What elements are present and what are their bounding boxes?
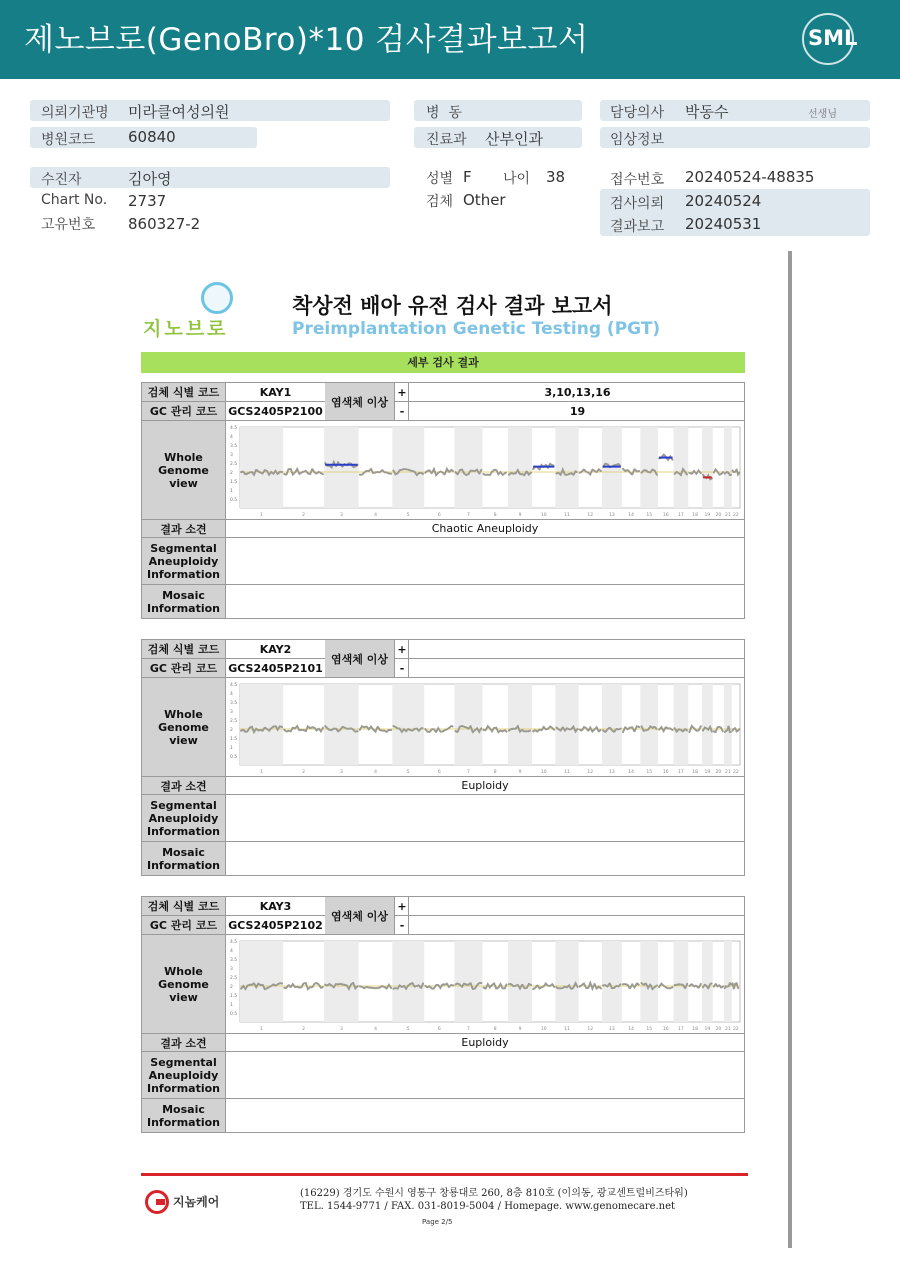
x-tick-label: 7 <box>466 513 470 518</box>
age-value: 38 <box>546 168 566 186</box>
x-tick-label: 8 <box>493 513 497 518</box>
chromosome-band <box>240 684 283 765</box>
y-tick-label: 2.5 <box>230 976 238 981</box>
hospital-code-value: 60840 <box>128 128 176 146</box>
gain-value <box>409 897 746 915</box>
age-label: 나이 <box>503 171 531 187</box>
x-tick-label: 13 <box>609 770 615 775</box>
loss-value <box>409 659 746 677</box>
specimen-value: Other <box>463 191 506 209</box>
chromosome-band <box>602 684 622 765</box>
y-tick-label: 0.5 <box>230 755 238 760</box>
x-tick-label: 6 <box>437 770 441 775</box>
chromosome-band <box>602 941 622 1022</box>
x-tick-label: 9 <box>518 513 522 518</box>
x-tick-label: 16 <box>662 513 669 518</box>
report-title-en: Preimplantation Genetic Testing (PGT) <box>292 319 661 339</box>
chromosome-band <box>508 684 532 765</box>
mosaic-value <box>226 842 744 875</box>
unique-id-label: 고유번호 <box>41 217 96 233</box>
clinical-label: 임상정보 <box>610 132 665 148</box>
y-tick-label: 3 <box>230 967 233 972</box>
whole-genome-chart <box>226 421 744 519</box>
segmental-row <box>141 794 745 842</box>
sex-value: F <box>463 168 472 186</box>
mosaic-row <box>141 584 745 619</box>
loss-value: 19 <box>569 404 586 418</box>
y-tick-label: 3.5 <box>230 701 238 706</box>
doctor-suffix: 선생님 <box>808 109 837 120</box>
loss-sign: - <box>396 402 409 420</box>
chromosome-band <box>674 427 689 508</box>
x-tick-label: 22 <box>733 1027 739 1032</box>
x-tick-label: 4 <box>374 770 377 775</box>
gc-code-row <box>141 658 745 678</box>
x-tick-label: 10 <box>540 770 547 775</box>
institution-label: 의뢰기관명 <box>41 105 109 121</box>
segmental-label: Segmental Aneuploidy Information <box>142 1052 226 1098</box>
y-tick-label: 0.5 <box>230 1012 238 1017</box>
x-tick-label: 5 <box>406 770 410 775</box>
x-tick-label: 2 <box>302 1027 306 1032</box>
loss-sign: - <box>396 659 409 677</box>
page-title: 제노브로(GenoBro)*10 검사결과보고서 <box>24 22 589 58</box>
segmental-label: Segmental Aneuploidy Information <box>142 795 226 841</box>
chromosome-12-points <box>580 469 601 474</box>
x-tick-label: 1 <box>260 770 264 775</box>
y-tick-label: 2.5 <box>230 719 238 724</box>
y-tick-label: 3.5 <box>230 444 238 449</box>
gain-sign: + <box>396 897 409 915</box>
result-label: 결과 소견 <box>142 1034 226 1051</box>
mosaic-row <box>141 841 745 876</box>
chromosome-band <box>640 684 658 765</box>
sample-code-value: KAY2 <box>226 640 326 658</box>
x-tick-label: 17 <box>678 770 684 775</box>
chromosome-band <box>555 941 578 1022</box>
chromosome-band <box>724 684 732 765</box>
x-tick-label: 16 <box>662 770 669 775</box>
x-tick-label: 13 <box>609 513 615 518</box>
gc-code-row <box>141 915 745 935</box>
y-tick-label: 1.5 <box>230 994 238 999</box>
gain-sign: + <box>396 383 409 401</box>
gain-value: 3,10,13,16 <box>544 385 611 399</box>
footer-address: (16229) 경기도 수원시 영통구 창룡대로 260, 8층 810호 (이의동, 광교센트럴비즈타워) <box>300 1188 688 1199</box>
wgv-row <box>141 420 745 520</box>
x-tick-label: 3 <box>339 513 343 518</box>
footer-contact: TEL. 1544-9771 / FAX. 031-8019-5004 / Homepage. www.genomecare.net <box>300 1201 676 1212</box>
sml-logo-text: SML <box>808 26 858 50</box>
wgv-row <box>141 677 745 777</box>
y-tick-label: 1 <box>230 1003 233 1008</box>
doctor-label: 담당의사 <box>610 105 665 121</box>
x-tick-label: 21 <box>725 513 731 518</box>
genome-plot-svg <box>226 678 744 776</box>
genome-plot-svg <box>226 935 744 1033</box>
doctor-value: 박동수 <box>685 103 729 121</box>
whole-genome-chart <box>226 678 744 776</box>
x-tick-label: 20 <box>715 770 722 775</box>
x-tick-label: 19 <box>704 1027 711 1032</box>
x-tick-label: 22 <box>733 513 739 518</box>
report-date-value: 20240531 <box>685 215 762 233</box>
segmental-row <box>141 1051 745 1099</box>
result-row <box>141 1033 745 1052</box>
wgv-label: Whole Genome view <box>142 678 226 776</box>
chromosome-band <box>392 684 424 765</box>
x-tick-label: 14 <box>628 513 634 518</box>
chromosome-band <box>454 684 482 765</box>
chromosome-band <box>724 941 732 1022</box>
mosaic-label: Mosaic Information <box>142 585 226 618</box>
chromosome-band <box>324 684 359 765</box>
x-tick-label: 19 <box>704 770 711 775</box>
x-tick-label: 4 <box>374 1027 377 1032</box>
loss-sign: - <box>396 916 409 934</box>
chart-no-value: 2737 <box>128 192 167 210</box>
chromosome-band <box>240 941 283 1022</box>
y-tick-label: 1 <box>230 746 233 751</box>
sample-code-row <box>141 639 745 659</box>
chromosome-4-points <box>360 985 391 989</box>
x-tick-label: 12 <box>587 770 594 775</box>
chromosome-10-points <box>533 984 554 990</box>
x-tick-label: 21 <box>725 770 731 775</box>
chromosome-band <box>555 684 578 765</box>
x-tick-label: 12 <box>587 513 594 518</box>
chromosome-band <box>240 427 283 508</box>
y-tick-label: 4.5 <box>230 426 238 431</box>
x-tick-label: 21 <box>725 1027 731 1032</box>
chromosome-20-points <box>714 727 723 732</box>
chromosome-band <box>392 941 424 1022</box>
x-tick-label: 18 <box>692 1027 698 1032</box>
gain-value <box>409 640 746 658</box>
result-row <box>141 776 745 795</box>
x-tick-label: 15 <box>646 513 653 518</box>
sml-logo <box>802 13 858 65</box>
hospital-code-label: 병원코드 <box>41 132 96 148</box>
dna-icon <box>201 282 233 314</box>
x-tick-label: 2 <box>302 513 306 518</box>
institution-value: 미라클여성의원 <box>128 103 230 121</box>
x-tick-label: 15 <box>646 1027 653 1032</box>
x-tick-label: 17 <box>678 513 684 518</box>
segmental-value <box>226 795 744 841</box>
department-label: 진료과 <box>426 132 467 148</box>
segmental-value <box>226 1052 744 1098</box>
segmental-value <box>226 538 744 584</box>
y-tick-label: 3.5 <box>230 958 238 963</box>
result-row <box>141 519 745 538</box>
x-tick-label: 11 <box>564 770 570 775</box>
wgv-row <box>141 934 745 1034</box>
x-tick-label: 5 <box>406 1027 410 1032</box>
x-tick-label: 11 <box>564 513 570 518</box>
patient-name-value: 김아영 <box>128 170 172 188</box>
chromosome-12-points <box>580 727 601 732</box>
x-tick-label: 19 <box>704 513 711 518</box>
y-tick-label: 4.5 <box>230 683 238 688</box>
x-tick-label: 3 <box>339 770 343 775</box>
chrom-abn-label: 염색체 이상 <box>325 382 395 421</box>
report-date-label: 결과보고 <box>610 219 665 235</box>
wgv-label: Whole Genome view <box>142 935 226 1033</box>
y-tick-label: 1.5 <box>230 480 238 485</box>
y-tick-label: 2 <box>230 728 233 733</box>
x-tick-label: 20 <box>715 1027 722 1032</box>
mosaic-row <box>141 1098 745 1133</box>
report-title-ko: 착상전 배아 유전 검사 결과 보고서 <box>292 294 613 318</box>
sample-code-value: KAY1 <box>226 383 326 401</box>
chromosome-band <box>724 427 732 508</box>
x-tick-label: 18 <box>692 513 698 518</box>
chromosome-band <box>674 684 689 765</box>
genobro-logo-text: 지노브로 <box>143 318 229 340</box>
mosaic-value <box>226 585 744 618</box>
y-tick-label: 3 <box>230 453 233 458</box>
chromosome-6-points <box>425 469 453 475</box>
chromosome-band <box>508 941 532 1022</box>
company-name: 지놈케어 <box>173 1195 220 1209</box>
chromosome-8-points <box>484 470 507 475</box>
request-date-value: 20240524 <box>685 192 762 210</box>
chromosome-4-points <box>360 469 391 475</box>
chromosome-band <box>454 427 482 508</box>
y-tick-label: 4.5 <box>230 940 238 945</box>
patient-name-row <box>30 167 390 188</box>
gc-code-value: GCS2405P2100 <box>226 402 326 420</box>
mosaic-label: Mosaic Information <box>142 1099 226 1132</box>
unique-id-value: 860327-2 <box>128 215 201 233</box>
segmental-row <box>141 537 745 585</box>
y-tick-label: 1 <box>230 489 233 494</box>
x-tick-label: 8 <box>493 770 497 775</box>
y-tick-label: 2.5 <box>230 462 238 467</box>
y-tick-label: 1.5 <box>230 737 238 742</box>
x-tick-label: 10 <box>540 513 547 518</box>
x-tick-label: 1 <box>260 513 264 518</box>
specimen-label: 검체 <box>426 194 454 210</box>
x-tick-label: 14 <box>628 1027 634 1032</box>
plot-frame <box>240 427 740 508</box>
loss-value <box>409 916 746 934</box>
y-tick-label: 2 <box>230 471 233 476</box>
gc-code-row <box>141 401 745 421</box>
wgv-label: Whole Genome view <box>142 421 226 519</box>
x-tick-label: 22 <box>733 770 739 775</box>
chromosome-band <box>702 684 713 765</box>
segmental-label: Segmental Aneuploidy Information <box>142 538 226 584</box>
page-divider <box>788 251 792 1248</box>
gain-sign: + <box>396 640 409 658</box>
department-value: 산부인과 <box>485 130 543 148</box>
chrom-abn-label: 염색체 이상 <box>325 896 395 935</box>
chromosome-band <box>640 427 658 508</box>
chromosome-band <box>640 941 658 1022</box>
x-tick-label: 12 <box>587 1027 594 1032</box>
x-tick-label: 16 <box>662 1027 669 1032</box>
mosaic-value <box>226 1099 744 1132</box>
y-tick-label: 4 <box>230 949 233 954</box>
x-tick-label: 4 <box>374 513 377 518</box>
plot-frame <box>240 684 740 765</box>
gc-code-value: GCS2405P2101 <box>226 659 326 677</box>
genobro-logo <box>143 282 253 342</box>
receipt-value: 20240524-48835 <box>685 168 815 186</box>
x-tick-label: 9 <box>518 1027 522 1032</box>
page-number: Page 2/5 <box>422 1218 453 1226</box>
x-tick-label: 11 <box>564 1027 570 1032</box>
chromosome-6-points <box>425 984 453 989</box>
x-tick-label: 6 <box>437 513 441 518</box>
genomecare-g-icon <box>145 1190 169 1214</box>
x-tick-label: 7 <box>466 770 470 775</box>
sample-code-value: KAY3 <box>226 897 326 915</box>
x-tick-label: 14 <box>628 770 634 775</box>
x-tick-label: 10 <box>540 1027 547 1032</box>
y-tick-label: 4 <box>230 692 233 697</box>
x-tick-label: 7 <box>466 1027 470 1032</box>
x-tick-label: 15 <box>646 770 653 775</box>
request-date-label: 검사의뢰 <box>610 196 665 212</box>
whole-genome-chart <box>226 935 744 1033</box>
x-tick-label: 2 <box>302 770 306 775</box>
ward-label: 병 동 <box>426 105 462 121</box>
x-tick-label: 1 <box>260 1027 264 1032</box>
chromosome-band <box>674 941 689 1022</box>
chromosome-band <box>702 941 713 1022</box>
x-tick-label: 5 <box>406 513 410 518</box>
chromosome-band <box>324 941 359 1022</box>
sample-code-label: 검체 식별 코드 <box>142 640 226 658</box>
chromosome-band <box>392 427 424 508</box>
gc-code-value: GCS2405P2102 <box>226 916 326 934</box>
y-tick-label: 0.5 <box>230 498 238 503</box>
x-tick-label: 20 <box>715 513 722 518</box>
sample-code-label: 검체 식별 코드 <box>142 897 226 915</box>
receipt-label: 접수번호 <box>610 172 665 188</box>
sample-code-label: 검체 식별 코드 <box>142 383 226 401</box>
x-tick-label: 8 <box>493 1027 497 1032</box>
gc-code-label: GC 관리 코드 <box>142 916 226 934</box>
sample-code-row <box>141 896 745 916</box>
footer-address-block <box>300 1187 688 1213</box>
chromosome-band <box>555 427 578 508</box>
sample-code-row <box>141 382 745 402</box>
genome-plot-svg <box>226 421 744 519</box>
header-bar <box>0 0 900 79</box>
patient-name-label: 수진자 <box>41 172 82 188</box>
plot-frame <box>240 941 740 1022</box>
sex-label: 성별 <box>426 171 454 187</box>
y-tick-label: 4 <box>230 435 233 440</box>
y-tick-label: 3 <box>230 710 233 715</box>
chromosome-band <box>702 427 713 508</box>
chart-no-label: Chart No. <box>41 192 108 208</box>
result-value: Euploidy <box>461 1036 509 1049</box>
x-tick-label: 3 <box>339 1027 343 1032</box>
x-tick-label: 6 <box>437 1027 441 1032</box>
footer-rule <box>141 1173 748 1176</box>
chromosome-18-points <box>689 726 701 732</box>
y-tick-label: 2 <box>230 985 233 990</box>
x-tick-label: 13 <box>609 1027 615 1032</box>
result-label: 결과 소견 <box>142 777 226 794</box>
result-label: 결과 소견 <box>142 520 226 537</box>
x-tick-label: 17 <box>678 1027 684 1032</box>
x-tick-label: 18 <box>692 770 698 775</box>
chromosome-band <box>454 941 482 1022</box>
gc-code-label: GC 관리 코드 <box>142 659 226 677</box>
mosaic-label: Mosaic Information <box>142 842 226 875</box>
x-tick-label: 9 <box>518 770 522 775</box>
result-value: Euploidy <box>461 779 509 792</box>
result-value: Chaotic Aneuploidy <box>431 522 539 535</box>
section-header: 세부 검사 결과 <box>141 352 745 373</box>
chromosome-band <box>508 427 532 508</box>
chrom-abn-label: 염색체 이상 <box>325 639 395 678</box>
gc-code-label: GC 관리 코드 <box>142 402 226 420</box>
